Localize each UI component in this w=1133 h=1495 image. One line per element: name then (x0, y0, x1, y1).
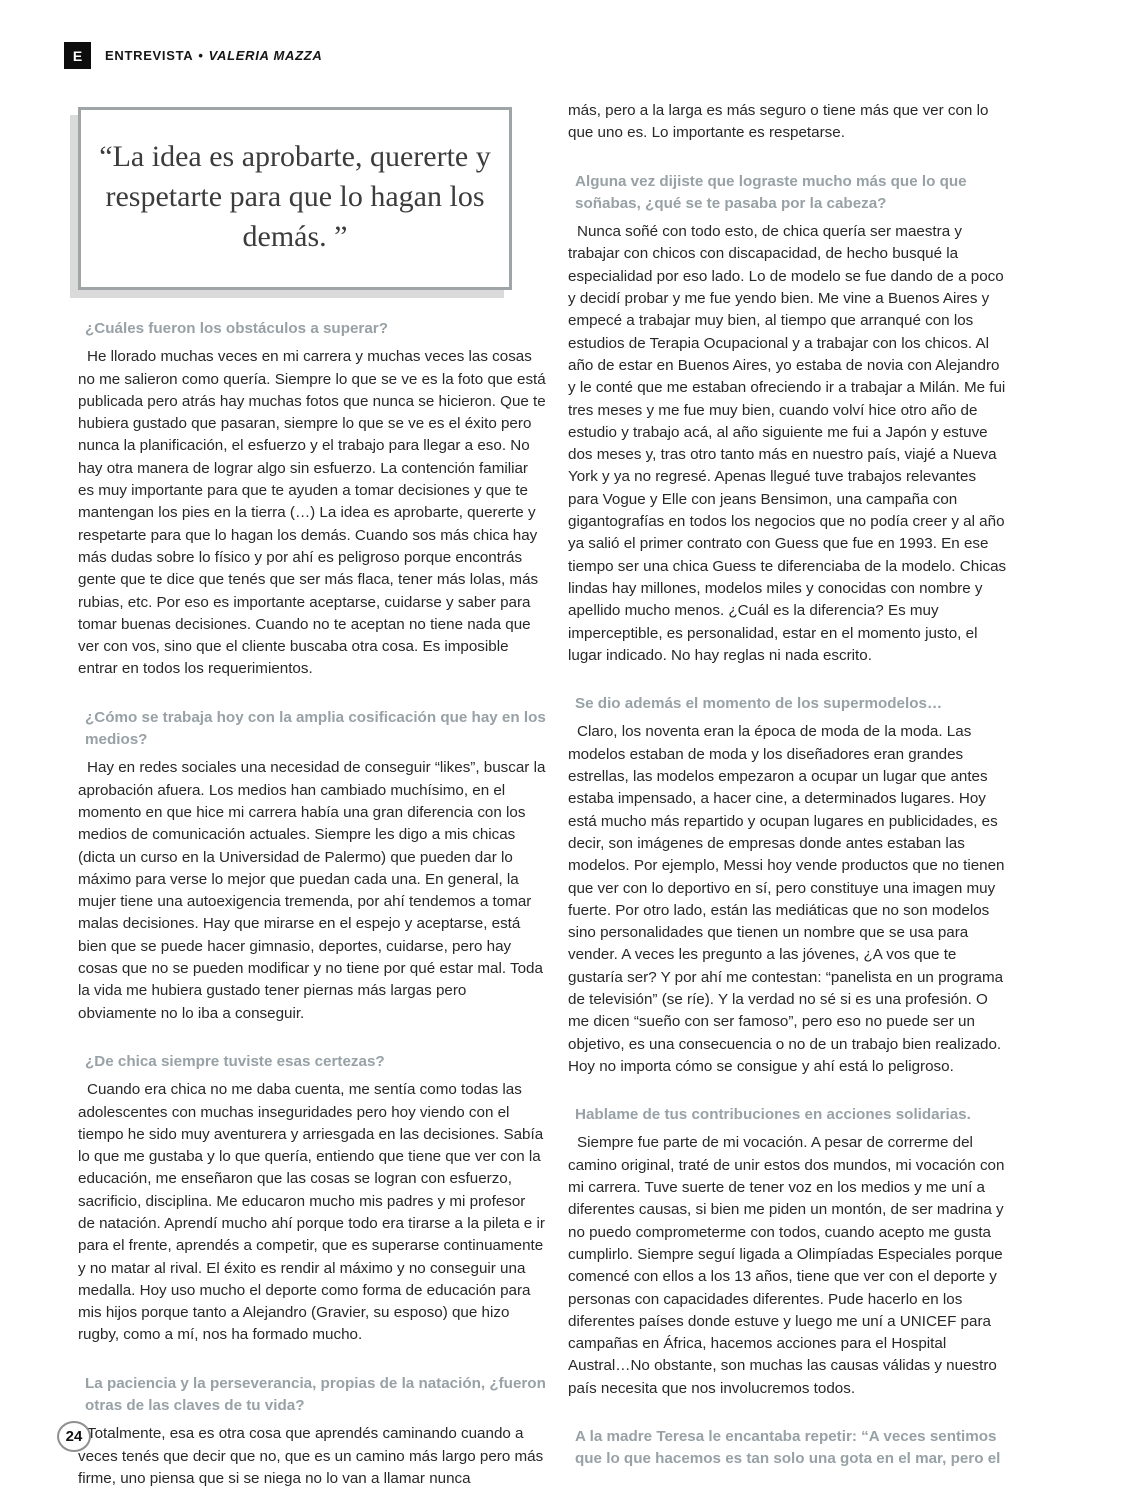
interview-question: Alguna vez dijiste que lograste mucho más que lo que soñabas, ¿qué se te pasaba por la cabeza? (575, 172, 967, 212)
interview-answer-continued: más, pero a la larga es más seguro o tiene más que ver con lo que uno es. Lo importante es respetarse. (568, 102, 989, 142)
interview-answer: Hay en redes sociales una necesidad de conseguir “likes”, buscar la aprobación afuera. Los medios han cambiado muchísimo, en el momento en que hice mi carrera había una gran diferencia con los medios de comunicación actuales. Siempre les digo a mis chicas (dicta un curso en la Universidad de Palermo) que pueden dar lo máximo para verse lo mejor que puedan cada una. En general, la mujer tiene una autoexigencia tremenda, por ahí tendemos a tomar malas decisiones. Hay que mirarse en el espejo y aceptarse, está bien que se puede hacer gimnasio, deportes, cuidarse, pero hay cosas que no se pueden modificar y no tiene por qué estar mal. Toda la vida me hubiera gustado tener piernas más largas pero obviamente no lo iba a conseguir. (78, 759, 546, 1022)
pull-quote-text: “La idea es aprobarte, quererte y respetarte para que lo hagan los demás. ” (99, 140, 491, 253)
interview-question: Hablame de tus contribuciones en acciones solidarias. (575, 1106, 971, 1124)
section-label: ENTREVISTA (105, 48, 194, 63)
interview-question: ¿De chica siempre tuviste esas certezas? (85, 1052, 385, 1070)
section-badge: E (64, 42, 91, 69)
interview-question: La paciencia y la perseverancia, propias de la natación, ¿fueron otras de las claves de tu vida? (85, 1374, 546, 1415)
interview-answer: Nunca soñé con todo esto, de chica quería ser maestra y trabajar con chicos con discapacidad, de hecho busqué la especialidad por eso lado. Lo de modelo se fue dando de a poco y decidí probar y me fue yendo bien. Me vine a Buenos Aires y empecé a trabajar muy bien, al tiempo que arranqué con los estudios de Terapia Ocupacional y a trabajar con los chicos. Al año de estar en Buenos Aires, yo estaba de novia con Alejandro y le conté que me estaban ofreciendo ir a trabajar a Milán. Me fui tres meses y me fue muy bien, cuando volví hice otro año de estudio y trabajo acá, al año siguiente me fui a Japón y estuve dos meses y, tras otro tanto más en nuestro país, viajé a Nueva York y ya no regresé. Apenas llegué tuve trabajos relevantes para Vogue y Elle con jeans Bensimon, una campaña con gigantografías en todos los negocios que no podía creer y al año ya salió el primer contrato con Guess que fue en 1993. En ese tiempo ser una chica Guess te diferenciaba de la modelo. Chicas lindas hay millones, modelos miles y conocidas con nombre y apellido mucho menos. ¿Cuál es la diferencia? Es muy imperceptible, es personalidad, estar en el momento justo, el lugar indicado. No hay reglas ni nada escrito. (568, 223, 1007, 664)
interview-answer: He llorado muchas veces en mi carrera y muchas veces las cosas no me salieron como quería. Siempre lo que se ve es la foto que está publicada pero atrás hay muchas fotos que nunca se hicieron. Que te hubiera gustado que pasaran, siempre lo que se ve es el éxito pero nunca la planificación, el esfuerzo y el trabajo para llegar a eso. No hay otra manera de lograr algo sin esfuerzo. La contención familiar es muy importante para que te ayuden a tomar decisiones y que te mantengan los pies en la tierra (…) La idea es aprobarte, quererte y respetarte para que lo hagan los demás. Cuando sos más chica hay más dudas sobre lo físico y por ahí es peligroso porque encontrás gente que te dice que tenés que ser más flaca, tener más lolas, más rubias, etc. Por eso es importante aceptarse, cuidarse y saber para tomar buenas decisiones. Cuando no te aceptan no tiene nada que ver con vos, sino que el cliente buscaba otra cosa. Es imposible entrar en todos los requerimientos. (78, 348, 546, 678)
interview-question: Se dio además el momento de los supermodelos… (575, 695, 943, 713)
right-column (568, 100, 1008, 1477)
interview-answer: Siempre fue parte de mi vocación. A pesar de correrme del camino original, traté de unir estos dos mundos, mi vocación con mi carrera. Tuve suerte de tener voz en los medios y me uní a diferentes causas, si bien me piden un montón, de ser madrina y no puedo comprometerme con todos, cuando acepto me gusta cumplirlo. Siempre seguí ligada a Olimpíadas Especiales porque comencé con ellos a los 13 años, tiene que ver con el deporte y personas con capacidades diferentes. Pude hacerlo en los diferentes países donde estuve y luego me uní a UNICEF para campañas en África, hacemos acciones para el Hospital Austral…No obstante, son muchas las causas válidas y nuestro país necesita que nos involucremos todos. (568, 1134, 1005, 1397)
pull-quote-box (78, 107, 512, 290)
interview-answer: Cuando era chica no me daba cuenta, me sentía como todas las adolescentes con muchas inseguridades pero hoy viendo con el tiempo he sido muy aventurera y arriesgada en las decisiones. Sabía lo que me gustaba y lo que quería, entiendo que tiene que ver con la educación, me enseñaron que las cosas se logran con esfuerzo, sacrificio, disciplina. Me educaron mucho mis padres y mi profesor de natación. Aprendí mucho ahí porque todo era tirarse a la pileta e ir para el frente, aprendés a competir, que es superarse continuamente y no matar al rival. El éxito es rendir al máximo y no conseguir una medalla. Hoy uso mucho el deporte como forma de educación para mis hijos porque tanto a Alejandro (Gravier, su esposo) que hizo rugby, como a mí, nos ha formado mucho. (78, 1081, 545, 1344)
page-number: 24 (57, 1421, 91, 1452)
left-column (78, 107, 546, 1490)
header-separator: • (198, 48, 204, 63)
interview-question: ¿Cómo se trabaja hoy con la amplia cosificación que hay en los medios? (85, 708, 546, 749)
interview-answer: Totalmente, esa es otra cosa que aprendés caminando cuando a veces tenés que decir que no, que es un camino más largo pero más firme, uno piensa que si se niega no lo van a llamar nunca (78, 1425, 544, 1487)
interview-question: A la madre Teresa le encantaba repetir: “A veces sentimos que lo que hacemos es tan solo una gota en el mar, pero el (575, 1428, 1001, 1468)
interview-question: ¿Cuáles fueron los obstáculos a superar? (85, 320, 388, 337)
person-name: VALERIA MAZZA (208, 48, 323, 63)
page-header (64, 42, 322, 69)
interview-answer: Claro, los noventa eran la época de moda de la moda. Las modelos estaban de moda y los diseñadores eran grandes estrellas, las modelos empezaron a ocupar un lugar que antes estaba impensado, a hacer cine, a determinados lugares. Hoy está mucho más repartido y ocupan lugares en publicidades, es decir, son imágenes de empresas donde antes estaban las modelos. Por ejemplo, Messi hoy vende productos que no tienen que ver con lo deportivo en sí, pero constituye una imagen muy fuerte. Por otro lado, están las mediáticas que no son modelos sino personalidades que tienen un nombre que se usa para vender. A veces les pregunto a las jóvenes, ¿A vos que te gustaría ser? Y por ahí me contestan: “panelista en un programa de televisión” (se ríe). Y la verdad no sé si es una profesión. O me dicen “sueño con ser famoso”, pero eso no puede ser un objetivo, es una consecuencia o no de un trabajo bien realizado. Hoy no importa cómo se consigue y ahí está lo peligroso. (568, 723, 1005, 1075)
header-title (105, 48, 322, 63)
